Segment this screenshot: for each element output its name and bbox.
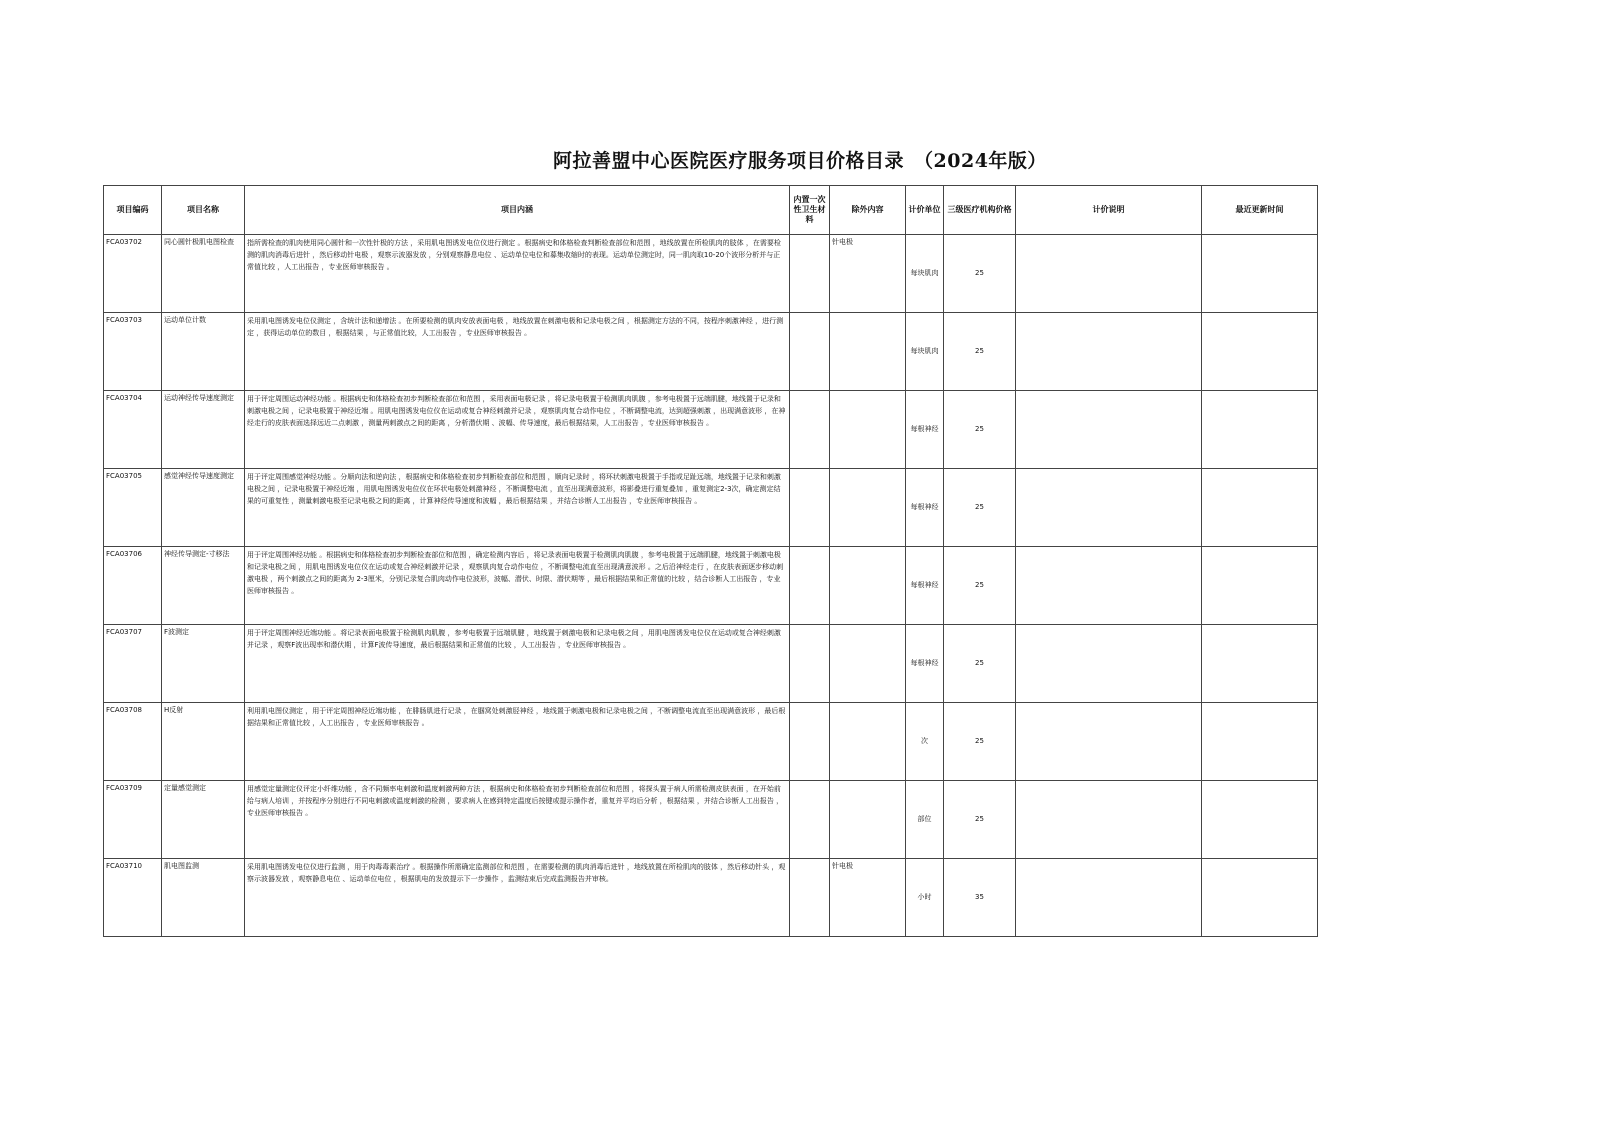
cell-note: [1016, 235, 1202, 313]
cell-material: [790, 625, 830, 703]
cell-code: FCA03703: [104, 313, 162, 391]
cell-material: [790, 469, 830, 547]
cell-updated: [1202, 313, 1318, 391]
cell-note: [1016, 313, 1202, 391]
cell-unit: 每根神经: [906, 547, 944, 625]
cell-unit: 小时: [906, 859, 944, 937]
cell-price: 25: [944, 391, 1016, 469]
header-code: 项目编码: [104, 186, 162, 235]
cell-desc: 指所需检查的肌肉使用同心圆针和一次性针极的方法 ，采用肌电图诱发电位仪进行测定 。根据病史和体格检查判断检查部位和范围 ，地线放置在所检肌肉的肢体 ，在需要检测的肌肉消毒后进针 ，然后移动针电极 ，观察示波器发放 ，分别观察静息电位 、运动单位电位和募集收缩时的表现。运动单位测定时，同一肌肉取10-20个波形分析并与正常值比较 ，人工出报告 ，专业医师审核报告 。: [245, 235, 790, 313]
cell-code: FCA03706: [104, 547, 162, 625]
cell-name: 同心圆针极肌电图检查: [162, 235, 245, 313]
cell-code: FCA03704: [104, 391, 162, 469]
cell-except: [830, 469, 906, 547]
cell-updated: [1202, 625, 1318, 703]
header-note: 计价说明: [1016, 186, 1202, 235]
cell-unit: 每块肌肉: [906, 313, 944, 391]
cell-code: FCA03710: [104, 859, 162, 937]
cell-updated: [1202, 859, 1318, 937]
page-title: 阿拉善盟中心医院医疗服务项目价格目录 （2024年版）: [553, 150, 1047, 172]
cell-note: [1016, 781, 1202, 859]
cell-except: [830, 625, 906, 703]
cell-unit: 每根神经: [906, 625, 944, 703]
cell-except: 针电极: [830, 859, 906, 937]
cell-updated: [1202, 703, 1318, 781]
cell-price: 25: [944, 313, 1016, 391]
cell-except: [830, 391, 906, 469]
cell-material: [790, 781, 830, 859]
cell-material: [790, 547, 830, 625]
cell-code: FCA03702: [104, 235, 162, 313]
cell-name: 定量感觉测定: [162, 781, 245, 859]
cell-material: [790, 391, 830, 469]
table-row: [104, 703, 1318, 781]
cell-code: FCA03705: [104, 469, 162, 547]
price-table: [103, 185, 1318, 937]
cell-note: [1016, 547, 1202, 625]
cell-code: FCA03707: [104, 625, 162, 703]
cell-price: 25: [944, 235, 1016, 313]
cell-price: 25: [944, 469, 1016, 547]
header-material: 内置一次性卫生材料: [790, 186, 830, 235]
cell-name: 运动单位计数: [162, 313, 245, 391]
header-unit: 计价单位: [906, 186, 944, 235]
table-row: [104, 235, 1318, 313]
cell-except: [830, 547, 906, 625]
cell-desc: 用于评定周围感觉神经功能 。分顺向法和逆向法 ，根据病史和体格检查初步判断检查部位和范围 ，顺向记录时 ，将环状刺激电极置于手指或足趾远端，地线置于记录和刺激电极之间 ，记录电极置于神经近端 ，用肌电图诱发电位仪在环状电极处刺激神经 ，不断调整电流 ，直至出现满意波形，将影叠进行重复叠加 ，重复测定2-3次，确定测定结果的可重复性 ，测量刺激电极至记录电极之间的距离 ，计算神经传导速度和波幅 ，最后根据结果 ，并结合诊断人工出报告 ，专业医师审核报告 。: [245, 469, 790, 547]
cell-price: 25: [944, 703, 1016, 781]
cell-updated: [1202, 469, 1318, 547]
header-except: 除外内容: [830, 186, 906, 235]
cell-desc: 用于评定周围运动神经功能 。根据病史和体格检查初步判断检查部位和范围 ，采用表面电极记录 ，将记录电极置于检测肌肉肌腹 ，参考电极置于远端肌腱，地线置于记录和刺激电极之间 ，记录电极置于神经近端 。用肌电图诱发电位仪在运动或复合神经刺激并记录 ，观察肌肉复合动作电位 ，不断调整电流，达到超强刺激 ，出现满意波形 ，在神经走行的皮肤表面选择远近二点刺激 ，测量两刺激点之间的距离 ，分析潜伏期 、波幅、传导速度，最后根据结果，人工出报告 ，专业医师审核报告 。: [245, 391, 790, 469]
cell-desc: 利用肌电图仪测定 ，用于评定周围神经近端功能 ，在腓肠肌进行记录 ，在腘窝处刺激胫神经 ，地线置于刺激电极和记录电极之间 ，不断调整电流直至出现满意波形 ，最后根据结果和正常值比较 ，人工出报告 ，专业医师审核报告 。: [245, 703, 790, 781]
cell-unit: 每根神经: [906, 391, 944, 469]
cell-desc: 用感觉定量测定仪评定小纤维功能 ，含不同频率电刺激和温度刺激两种方法 ，根据病史和体格检查初步判断检查部位和范围 ，将探头置于病人所需检测皮肤表面 ，在开始前给与病人培训 ，并按程序分别进行不同电刺激或温度刺激的检测 ，要求病人在感到特定温度后按键或提示操作者，重复并平均后分析 ，根据结果 ，并结合诊断人工出报告 ，专业医师审核报告 。: [245, 781, 790, 859]
table-row: [104, 547, 1318, 625]
cell-name: F波测定: [162, 625, 245, 703]
cell-unit: 每根神经: [906, 469, 944, 547]
cell-material: [790, 313, 830, 391]
header-updated: 最近更新时间: [1202, 186, 1318, 235]
cell-note: [1016, 625, 1202, 703]
header-price: 三级医疗机构价格: [944, 186, 1016, 235]
cell-code: FCA03708: [104, 703, 162, 781]
cell-code: FCA03709: [104, 781, 162, 859]
cell-price: 25: [944, 781, 1016, 859]
cell-unit: 每块肌肉: [906, 235, 944, 313]
cell-name: 感觉神经传导速度测定: [162, 469, 245, 547]
cell-name: 神经传导测定-寸移法: [162, 547, 245, 625]
cell-desc: 用于评定周围神经近端功能 。将记录表面电极置于检测肌肉肌腹 ，参考电极置于远端肌腱 ，地线置于刺激电极和记录电极之间 ，用肌电图诱发电位仪在运动或复合神经刺激并记录 ，观察F波出现率和潜伏期 ，计算F波传导速度，最后根据结果和正常值的比较 ，人工出报告 ，专业医师审核报告 。: [245, 625, 790, 703]
cell-desc: 采用肌电图诱发电位仪进行监测 ，用于肉毒毒素治疗 。根据操作所需确定监测部位和范围 ，在需要检测的肌肉消毒后进针 ，地线放置在所检肌肉的肢体 ，然后移动针头 ，观察示波器发放 ，观察静息电位 、运动单位电位 ，根据肌电的发放提示下一步操作 ，监测结束后完成监测报告并审核。: [245, 859, 790, 937]
header-name: 项目名称: [162, 186, 245, 235]
cell-name: H反射: [162, 703, 245, 781]
cell-note: [1016, 469, 1202, 547]
header-row: [104, 186, 1318, 235]
cell-material: [790, 703, 830, 781]
cell-except: [830, 313, 906, 391]
cell-desc: 用于评定周围神经功能 。根据病史和体格检查初步判断检查部位和范围 ，确定检测内容后 ，将记录表面电极置于检测肌肉肌腹 ，参考电极置于远端肌腱，地线置于刺激电极和记录电极之间 ，用肌电图诱发电位仪在运动或复合神经刺激并记录 ，观察肌肉复合动作电位 ，不断调整电流直至出现满意波形 。之后沿神经走行 ，在皮肤表面逐步移动刺激电极 ，两个刺激点之间的距离为 2-3厘米，分别记录复合肌肉动作电位波形，波幅、潜伏、时限、潜伏期等 ，最后根据结果和正常值的比较 ，结合诊断人工出报告 ，专业医师审核报告 。: [245, 547, 790, 625]
cell-name: 肌电图监测: [162, 859, 245, 937]
cell-name: 运动神经传导速度测定: [162, 391, 245, 469]
cell-note: [1016, 859, 1202, 937]
header-desc: 项目内涵: [245, 186, 790, 235]
cell-updated: [1202, 235, 1318, 313]
cell-material: [790, 235, 830, 313]
cell-price: 25: [944, 547, 1016, 625]
table-row: [104, 469, 1318, 547]
table-body: [104, 235, 1318, 937]
table-row: [104, 781, 1318, 859]
cell-price: 35: [944, 859, 1016, 937]
cell-updated: [1202, 391, 1318, 469]
cell-price: 25: [944, 625, 1016, 703]
table-row: [104, 859, 1318, 937]
cell-except: 针电极: [830, 235, 906, 313]
table-row: [104, 625, 1318, 703]
table-row: [104, 313, 1318, 391]
cell-except: [830, 703, 906, 781]
cell-note: [1016, 703, 1202, 781]
cell-updated: [1202, 547, 1318, 625]
cell-except: [830, 781, 906, 859]
cell-unit: 次: [906, 703, 944, 781]
cell-unit: 部位: [906, 781, 944, 859]
cell-updated: [1202, 781, 1318, 859]
cell-material: [790, 859, 830, 937]
cell-desc: 采用肌电图诱发电位仪测定 ，含统计法和递增法 。在所要检测的肌肉安放表面电极 ，地线放置在刺激电极和记录电极之间 ，根据测定方法的不同，按程序刺激神经 ，进行测定 ，获得运动单位的数目 ，根据结果 ，与正常值比较，人工出报告 ，专业医师审核报告 。: [245, 313, 790, 391]
table-row: [104, 391, 1318, 469]
cell-note: [1016, 391, 1202, 469]
